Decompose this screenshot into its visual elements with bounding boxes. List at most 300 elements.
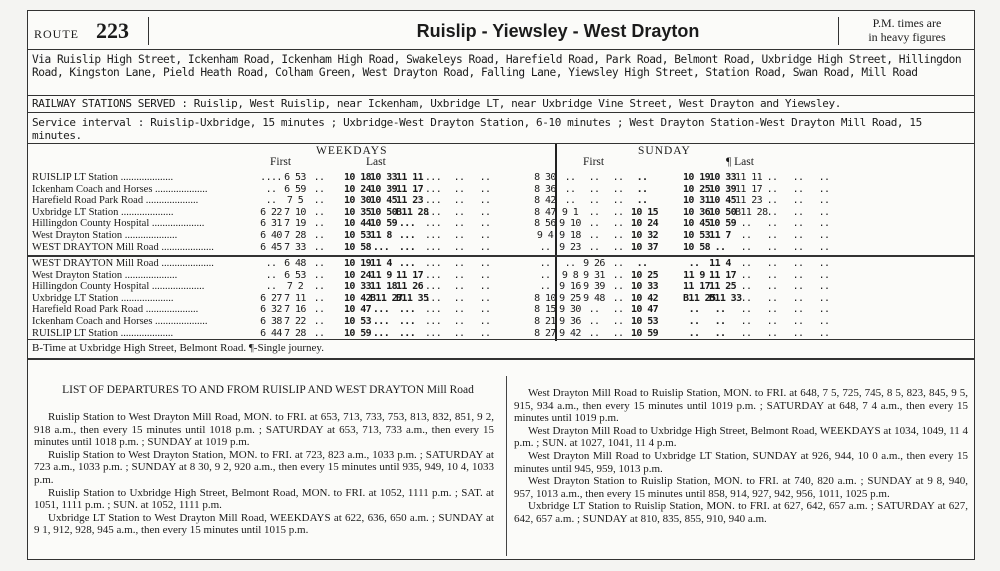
time-cell: 7 19 — [284, 218, 306, 230]
time-cell: .. — [766, 241, 778, 253]
time-cell: .. — [792, 230, 804, 241]
time-cell: .. — [740, 281, 752, 293]
time-cell: .. — [714, 316, 726, 327]
weekdays-heading: WEEKDAYS — [316, 145, 388, 157]
time-cell: 7 22 — [284, 316, 306, 327]
time-cell: .. — [766, 172, 778, 183]
time-cell: 11 17 — [396, 183, 424, 195]
time-cell: 9 26 — [583, 258, 605, 269]
time-cell: .. — [740, 218, 752, 230]
departure-paragraph: Uxbridge LT Station to West Drayton Mill Road, WEEKDAYS at 622, 636, 650 a.m. ; SUNDAY at 9 1, 912, 928, 945 a.m., then every 15 minutes until 1015 p.m. — [34, 511, 494, 537]
time-cell: 11 23 — [396, 195, 424, 207]
time-cell: .. — [453, 292, 465, 304]
time-cell: .. — [636, 195, 648, 207]
time-cell: .. — [818, 327, 830, 339]
time-cell: .. — [818, 241, 830, 253]
time-cell: .. — [588, 327, 600, 339]
time-cell: 8 56 — [534, 218, 556, 230]
time-cell: ... — [424, 258, 442, 269]
time-cell: B11 28 — [735, 206, 768, 218]
stop-name: Ickenham Coach and Horses .................... — [32, 316, 208, 327]
timetable-row — [28, 218, 974, 230]
time-cell: .. — [453, 195, 465, 207]
time-cell: .. — [766, 281, 778, 293]
departure-paragraph: Uxbridge LT Station to Ruislip Station, MON. to FRI. at 627, 642, 657 a.m. ; SATURDAY at 627, 642, 657 a.m. ; SUNDAY at 810, 835, 855, 910, 940 a.m. — [514, 500, 968, 525]
time-cell: 6 31 — [260, 218, 282, 230]
timetable-row — [28, 230, 974, 242]
time-cell: .. — [479, 327, 491, 339]
time-cell: 11 17 — [709, 269, 737, 281]
time-cell: .. — [740, 327, 752, 339]
time-cell: .. — [453, 172, 465, 183]
time-cell: .. — [588, 206, 600, 218]
time-cell: .. — [479, 292, 491, 304]
time-cell: .. — [479, 172, 491, 183]
time-cell: 9 30 — [559, 304, 581, 316]
time-cell: 7 28 — [284, 230, 306, 241]
last-heading: Last — [366, 156, 386, 168]
time-cell: .. — [479, 230, 491, 241]
time-cell: ... — [424, 230, 442, 241]
time-cell: .. — [818, 304, 830, 316]
time-cell: 7 33 — [284, 241, 306, 253]
time-cell: ... — [398, 230, 416, 241]
time-cell: .. — [265, 269, 277, 281]
time-cell: 10 53 — [344, 230, 372, 241]
departure-paragraph: Ruislip Station to West Drayton Mill Road, MON. to FRI. at 653, 713, 733, 753, 813, 832, 851, 9 2, 918 a.m., then every 15 minutes until 1018 p.m. ; SATURDAY at 653, 713, 733 a.m., then every 15 minutes until 1018 p.m. ; SUNDAY at 1019 p.m. — [34, 411, 494, 449]
time-cell: .. — [612, 230, 624, 241]
departure-paragraph: West Drayton Station to Ruislip Station, MON. to FRI. at 740, 820 a.m. ; SUNDAY at 9 8, 940, 957, 1013 a.m., then every 15 minutes until 858, 914, 927, 942, 956, 1011, 1025 p.m. — [514, 475, 968, 500]
time-cell: 6 38 — [260, 316, 282, 327]
timetable-row — [28, 328, 974, 340]
time-cell: .. — [792, 241, 804, 253]
time-cell: .. — [714, 327, 726, 339]
time-cell: .. — [766, 230, 778, 241]
time-cell: .. — [636, 183, 648, 195]
time-cell: .. — [818, 195, 830, 207]
departures-left-column — [34, 411, 494, 537]
route-number: 223 — [96, 18, 129, 43]
time-cell: .. — [636, 172, 648, 183]
time-cell: 8 47 — [534, 206, 556, 218]
time-cell: .. — [612, 183, 624, 195]
route-header — [28, 11, 974, 50]
time-cell: 10 39 — [709, 183, 737, 195]
time-cell: .. — [792, 269, 804, 281]
timetable-row — [28, 281, 974, 293]
time-cell: 7 10 — [284, 206, 306, 218]
timetable-row — [28, 207, 974, 219]
divider — [28, 339, 974, 340]
time-cell: 8 36 — [534, 183, 556, 195]
stop-name: Uxbridge LT Station .................... — [32, 292, 174, 304]
time-cell: .. — [313, 195, 325, 207]
time-cell: .. — [714, 241, 726, 253]
time-cell: .. — [740, 304, 752, 316]
time-cell: ... — [424, 183, 442, 195]
timetable-row — [28, 293, 974, 305]
time-cell: .. — [612, 206, 624, 218]
time-cell: 11 11 — [735, 172, 763, 183]
time-cell: .. — [313, 281, 325, 293]
time-cell: 10 24 — [631, 218, 659, 230]
time-cell: .. — [818, 206, 830, 218]
time-cell: .. — [766, 269, 778, 281]
time-cell: .. — [792, 172, 804, 183]
time-cell: .. — [766, 327, 778, 339]
departure-paragraph: Ruislip Station to Uxbridge High Street, Belmont Road, MON. to FRI. at 1052, 1111 p.m. ; SAT. at 1051, 1111 p.m. ; SUN. at 1052, 1111 p.m. — [34, 486, 494, 512]
stop-name: Uxbridge LT Station .................... — [32, 206, 174, 218]
time-cell: .. — [612, 281, 624, 293]
time-cell: ... — [424, 218, 442, 230]
column-divider — [506, 376, 507, 556]
timetable-row — [28, 304, 974, 316]
time-cell: .. — [612, 316, 624, 327]
timetable-row — [28, 172, 974, 184]
timetable-row — [28, 242, 974, 254]
time-cell: 6 53 — [284, 269, 306, 281]
time-cell: .. — [740, 230, 752, 241]
time-cell: .. — [539, 241, 551, 253]
stop-name: WEST DRAYTON Mill Road .................... — [32, 258, 214, 269]
stop-name: RUISLIP LT Station .................... — [32, 172, 174, 183]
time-cell: .. — [792, 258, 804, 269]
time-cell: .. — [564, 172, 576, 183]
pm-note-line: P.M. times are — [872, 16, 942, 30]
time-cell: .. — [588, 230, 600, 241]
time-cell: 10 47 — [631, 304, 659, 316]
time-cell: .. — [564, 195, 576, 207]
time-cell: 10 47 — [344, 304, 372, 316]
time-cell: .. — [818, 218, 830, 230]
time-cell: 10 24 — [344, 269, 372, 281]
time-cell: .. — [740, 258, 752, 269]
time-cell: 7 16 — [284, 304, 306, 316]
divider — [28, 95, 974, 96]
time-cell: .. — [453, 327, 465, 339]
time-cell: .. — [818, 269, 830, 281]
time-cell: .. — [792, 292, 804, 304]
pm-times-note — [843, 16, 971, 44]
time-cell: 10 45 — [370, 195, 398, 207]
time-cell: .. — [479, 195, 491, 207]
time-cell: 6 22 — [260, 206, 282, 218]
departures-title: LIST OF DEPARTURES TO AND FROM RUISLIP AND WEST DRAYTON Mill Road — [62, 384, 474, 396]
time-cell: .. — [612, 269, 624, 281]
time-cell: .. — [453, 241, 465, 253]
time-cell: ... — [424, 195, 442, 207]
time-cell: .. — [313, 258, 325, 269]
divider — [28, 143, 974, 144]
timetable-row — [28, 195, 974, 207]
stop-name: Hillingdon County Hospital .................... — [32, 218, 205, 230]
time-cell: ... — [424, 316, 442, 327]
time-cell: .. — [612, 241, 624, 253]
time-cell: 10 42 — [631, 292, 659, 304]
first-heading: First — [270, 156, 292, 168]
time-cell: 9 25 — [559, 292, 581, 304]
time-cell: .. — [688, 258, 700, 269]
time-cell: 10 58 — [683, 241, 711, 253]
time-cell: .... — [260, 172, 282, 183]
time-cell: .. — [564, 258, 576, 269]
time-cell: .. — [818, 292, 830, 304]
time-cell: .. — [313, 269, 325, 281]
time-cell: 6 40 — [260, 230, 282, 241]
time-cell: 8 15 — [534, 304, 556, 316]
time-cell: .. — [265, 281, 277, 293]
time-cell: 6 32 — [260, 304, 282, 316]
timetable-row — [28, 184, 974, 196]
time-cell: 10 50 — [709, 206, 737, 218]
time-cell: .. — [766, 218, 778, 230]
time-cell: 7 5 — [286, 195, 304, 207]
time-cell: 10 31 — [683, 195, 711, 207]
timetable-row — [28, 316, 974, 328]
time-cell: 9 31 — [583, 269, 605, 281]
time-cell: B11 25 — [683, 292, 716, 304]
sunday-first-heading: First — [583, 156, 605, 168]
time-cell: .. — [792, 327, 804, 339]
stop-name: West Drayton Station .................... — [32, 269, 178, 281]
time-cell: 6 45 — [260, 241, 282, 253]
time-cell: 8 10 — [534, 292, 556, 304]
time-cell: .. — [313, 206, 325, 218]
time-cell: 10 59 — [709, 218, 737, 230]
time-cell: .. — [588, 183, 600, 195]
time-cell: 10 19 — [344, 258, 372, 269]
time-cell: .. — [740, 316, 752, 327]
time-cell: .. — [539, 258, 551, 269]
time-cell: .. — [818, 258, 830, 269]
time-cell: ... — [372, 241, 390, 253]
time-cell: .. — [612, 218, 624, 230]
time-cell: .. — [818, 316, 830, 327]
time-cell: 6 44 — [260, 327, 282, 339]
time-cell: .. — [766, 316, 778, 327]
time-cell: .. — [588, 241, 600, 253]
stop-name: WEST DRAYTON Mill Road .................... — [32, 241, 214, 253]
time-cell: .. — [588, 195, 600, 207]
time-cell: .. — [313, 241, 325, 253]
time-cell: .. — [792, 183, 804, 195]
time-cell: 9 10 — [559, 218, 581, 230]
time-cell: ... — [372, 304, 390, 316]
time-cell: .. — [479, 258, 491, 269]
time-cell: .. — [265, 183, 277, 195]
time-cell: 9 18 — [559, 230, 581, 241]
time-cell: .. — [740, 269, 752, 281]
time-cell: .. — [766, 258, 778, 269]
time-cell: 10 53 — [631, 316, 659, 327]
stop-name: RUISLIP LT Station .................... — [32, 327, 174, 339]
time-cell: .. — [265, 195, 277, 207]
time-cell: 10 30 — [344, 195, 372, 207]
time-cell: 10 53 — [344, 316, 372, 327]
time-cell: 8 42 — [534, 195, 556, 207]
time-cell: ... — [424, 269, 442, 281]
time-cell: 9 39 — [583, 281, 605, 293]
time-cell: .. — [453, 281, 465, 293]
time-cell: 11 7 — [709, 230, 731, 241]
time-cell: .. — [792, 316, 804, 327]
time-cell: .. — [479, 316, 491, 327]
time-cell: .. — [539, 281, 551, 293]
time-cell: .. — [313, 316, 325, 327]
time-cell: 9 4 — [536, 230, 554, 241]
time-cell: ... — [398, 258, 416, 269]
time-cell: 10 18 — [344, 172, 372, 183]
time-cell: .. — [313, 172, 325, 183]
time-cell: .. — [453, 183, 465, 195]
time-cell: 11 4 — [709, 258, 731, 269]
time-cell: ... — [398, 304, 416, 316]
time-cell: B11 27 — [370, 292, 403, 304]
time-cell: .. — [313, 292, 325, 304]
time-cell: 10 33 — [709, 172, 737, 183]
time-cell: 11 4 — [370, 258, 392, 269]
time-cell: 10 24 — [344, 183, 372, 195]
time-cell: .. — [453, 206, 465, 218]
time-cell: 10 37 — [631, 241, 659, 253]
stop-name: West Drayton Station .................... — [32, 230, 178, 241]
time-cell: 10 32 — [631, 230, 659, 241]
time-cell: B11 33 — [709, 292, 742, 304]
time-cell: .. — [612, 258, 624, 269]
time-cell: 9 23 — [559, 241, 581, 253]
timetable-row — [28, 258, 974, 270]
time-cell: B11 35 — [396, 292, 429, 304]
time-cell: 10 50 — [370, 206, 398, 218]
time-cell: ... — [424, 281, 442, 293]
time-cell: 10 33 — [344, 281, 372, 293]
time-cell: ... — [424, 304, 442, 316]
time-cell: ... — [424, 327, 442, 339]
time-cell: .. — [612, 304, 624, 316]
divider — [28, 112, 974, 113]
time-cell: 6 59 — [284, 183, 306, 195]
time-cell: .. — [479, 269, 491, 281]
time-cell: 10 59 — [370, 218, 398, 230]
time-cell: .. — [539, 269, 551, 281]
time-cell: .. — [313, 304, 325, 316]
time-cell: 10 45 — [709, 195, 737, 207]
time-cell: 10 15 — [631, 206, 659, 218]
time-cell: 11 17 — [735, 183, 763, 195]
time-cell: .. — [612, 292, 624, 304]
time-cell: 10 59 — [631, 327, 659, 339]
time-cell: .. — [766, 183, 778, 195]
time-cell: .. — [792, 304, 804, 316]
time-cell: .. — [792, 218, 804, 230]
stop-name: Ickenham Coach and Horses .................... — [32, 183, 208, 195]
time-cell: .. — [612, 172, 624, 183]
time-cell: .. — [688, 327, 700, 339]
time-cell: 9 1 — [561, 206, 579, 218]
time-cell: 9 48 — [583, 292, 605, 304]
time-cell: .. — [479, 241, 491, 253]
time-cell: .. — [313, 218, 325, 230]
time-cell: ... — [398, 218, 416, 230]
direction-divider — [28, 255, 974, 257]
time-cell: 8 30 — [534, 172, 556, 183]
time-cell: .. — [453, 258, 465, 269]
departure-paragraph: West Drayton Mill Road to Uxbridge High Street, Belmont Road, WEEKDAYS at 1034, 1049, 11 4 p.m. ; SUN. at 1027, 1041, 11 4 p.m. — [514, 424, 968, 450]
time-cell: 8 27 — [534, 327, 556, 339]
time-cell: .. — [265, 258, 277, 269]
time-cell: .. — [588, 172, 600, 183]
stop-name: Hillingdon County Hospital .................... — [32, 281, 205, 293]
time-cell: .. — [479, 304, 491, 316]
time-cell: .. — [766, 304, 778, 316]
time-cell: ... — [398, 316, 416, 327]
time-cell: .. — [740, 241, 752, 253]
time-cell: ... — [398, 241, 416, 253]
time-cell: .. — [588, 304, 600, 316]
time-cell: .. — [818, 281, 830, 293]
time-cell: 10 25 — [683, 183, 711, 195]
divider — [28, 358, 974, 360]
time-cell: .. — [766, 206, 778, 218]
time-cell: 10 53 — [683, 230, 711, 241]
time-cell: .. — [740, 292, 752, 304]
stop-name: Harefield Road Park Road .................... — [32, 195, 199, 207]
time-cell: .. — [714, 304, 726, 316]
service-interval: Service interval : Ruislip-Uxbridge, 15 minutes ; Uxbridge-West Drayton Station, 6-10 minutes ; West Drayton Station-West Drayton Mill Road, 15 minutes. — [32, 116, 922, 142]
time-cell: .. — [453, 269, 465, 281]
time-cell: 11 18 — [370, 281, 398, 293]
time-cell: .. — [636, 258, 648, 269]
time-cell: ... — [424, 172, 442, 183]
timetable-row — [28, 270, 974, 282]
time-cell: .. — [688, 304, 700, 316]
time-cell: .. — [564, 183, 576, 195]
sunday-last-heading: ¶ Last — [726, 156, 754, 168]
time-cell: .. — [818, 230, 830, 241]
time-cell: 10 19 — [683, 172, 711, 183]
time-cell: .. — [818, 172, 830, 183]
time-cell: 9 16 — [559, 281, 581, 293]
time-cell: 10 58 — [344, 241, 372, 253]
route-label: ROUTE — [34, 27, 79, 41]
time-cell: 11 23 — [735, 195, 763, 207]
time-cell: .. — [792, 195, 804, 207]
time-cell: .. — [766, 292, 778, 304]
time-cell: .. — [792, 281, 804, 293]
time-cell: .. — [766, 195, 778, 207]
departures-right-column — [514, 387, 968, 526]
time-cell: 6 53 — [284, 172, 306, 183]
time-cell: 10 33 — [631, 281, 659, 293]
time-cell: 11 25 — [709, 281, 737, 293]
time-cell: 10 35 — [344, 206, 372, 218]
time-cell: 10 25 — [631, 269, 659, 281]
time-cell: 9 42 — [559, 327, 581, 339]
time-cell: B11 28 — [396, 206, 429, 218]
pm-note-line: in heavy figures — [868, 30, 946, 44]
time-cell: 7 28 — [284, 327, 306, 339]
time-cell: 11 26 — [396, 281, 424, 293]
departure-paragraph: Ruislip Station to West Drayton Station, MON. to FRI. at 723, 823 a.m., 1033 p.m. ; SATURDAY at 723 a.m., 1033 p.m. ; SUNDAY at 8 30, 9 2, 920 a.m., then every 15 minutes until 935, 949, 10 4, 1033 p.m. — [34, 448, 494, 486]
time-cell: .. — [792, 206, 804, 218]
time-cell: ... — [424, 206, 442, 218]
departure-paragraph: West Drayton Mill Road to Ruislip Station, MON. to FRI. at 648, 7 5, 725, 745, 8 5, 823, 845, 9 5, 915, 934 a.m., then every 15 minutes until 1019 p.m. ; SATURDAY at 648, 7 4 a.m., then every 15 minutes until 1019 p.m. — [514, 387, 968, 425]
time-cell: 7 2 — [286, 281, 304, 293]
time-cell: 7 11 — [284, 292, 306, 304]
time-cell: .. — [479, 206, 491, 218]
departure-paragraph: West Drayton Mill Road to Uxbridge LT Station, SUNDAY at 926, 944, 10 0 a.m., then every 15 minutes until 945, 959, 1013 p.m. — [514, 449, 968, 475]
time-cell: 10 42 — [344, 292, 372, 304]
